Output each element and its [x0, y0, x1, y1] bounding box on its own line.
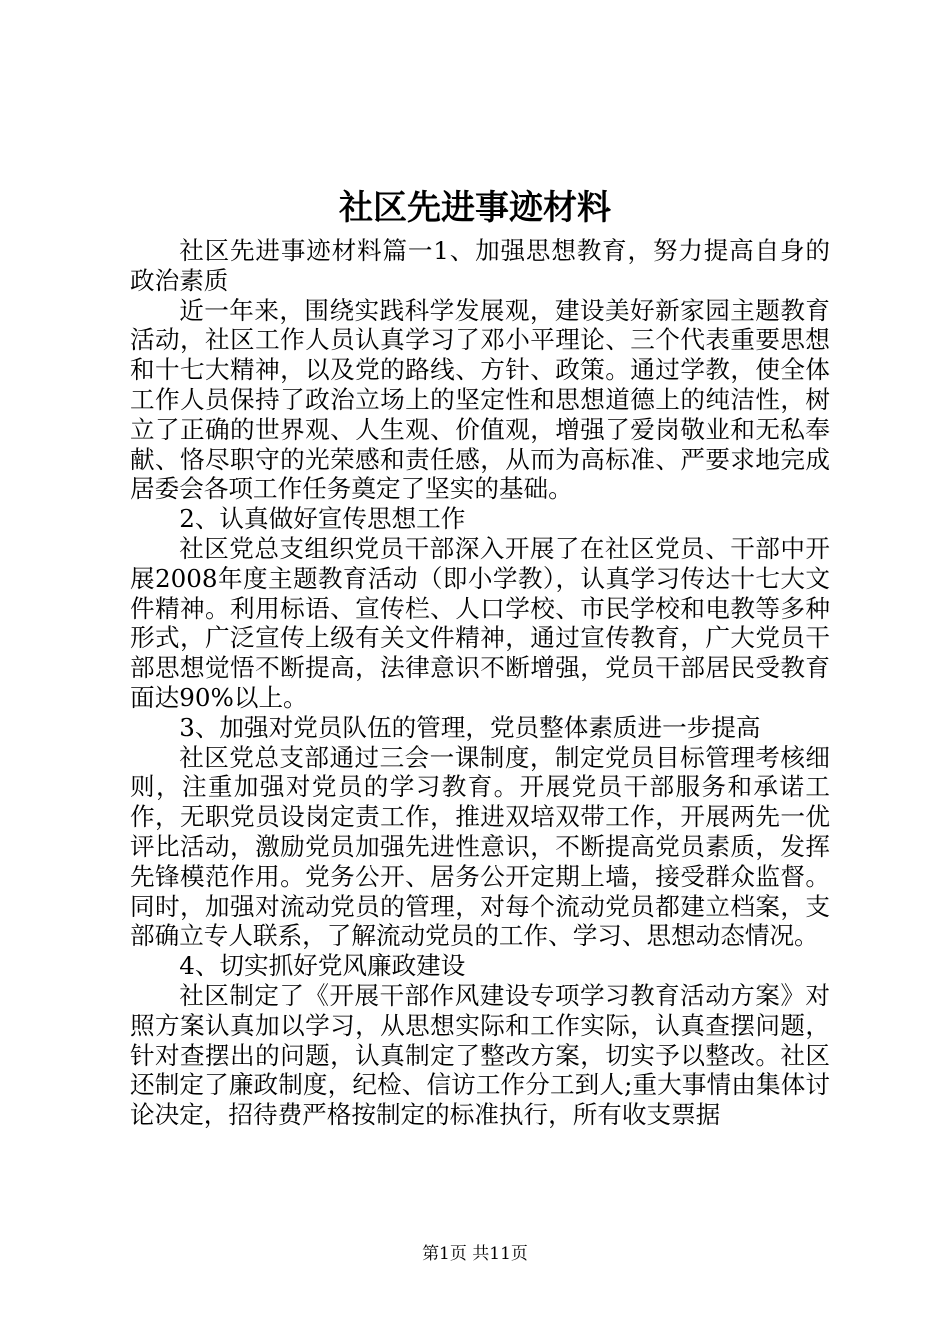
paragraph-body: 社区党总支组织党员干部深入开展了在社区党员、干部中开展2008年度主题教育活动（即小学教），认真学习传达十七大文件精神。利用标语、宣传栏、人口学校、市民学校和电教等多种形式，广泛宣传上级有关文件精神，通过宣传教育，广大党员干部思想觉悟不断提高，法律意识不断增强，党员干部居民受教育面达90%以上。 [130, 533, 830, 712]
paragraph-body: 社区党总支部通过三会一课制度，制定党员目标管理考核细则，注重加强对党员的学习教育。开展党员干部服务和承诺工作，无职党员设岗定责工作，推进双培双带工作，开展两先一优评比活动，激励党员加强先进性意识，不断提高党员素质，发挥先锋模范作用。党务公开、居务公开定期上墙，接受群众监督。同时，加强对流动党员的管理，对每个流动党员都建立档案，支部确立专人联系，了解流动党员的工作、学习、思想动态情况。 [130, 742, 830, 951]
section-heading: 2、认真做好宣传思想工作 [179, 504, 466, 534]
document-title: 社区先进事迹材料 [339, 188, 611, 228]
section-heading: 4、切实抓好党风廉政建设 [179, 951, 466, 981]
paragraph-body: 近一年来，围绕实践科学发展观，建设美好新家园主题教育活动，社区工作人员认真学习了邓小平理论、三个代表重要思想和十七大精神，以及党的路线、方针、政策。通过学教，使全体工作人员保持了政治立场上的坚定性和思想道德上的纯洁性，树立了正确的世界观、人生观、价值观，增强了爱岗敬业和无私奉献、恪尽职守的光荣感和责任感，从而为高标准、严要求地完成居委会各项工作任务奠定了坚实的基础。 [130, 295, 830, 504]
page-number-footer: 第1页 共11页 [422, 1244, 528, 1264]
paragraph-intro: 社区先进事迹材料篇一1、加强思想教育，努力提高自身的政治素质 [130, 236, 830, 295]
section-heading: 3、加强对党员队伍的管理，党员整体素质进一步提高 [179, 712, 761, 742]
document-body [130, 236, 830, 1130]
paragraph-body: 社区制定了《开展干部作风建设专项学习教育活动方案》对照方案认真加以学习，从思想实际和工作实际，认真查摆问题，针对查摆出的问题，认真制定了整改方案，切实予以整改。社区还制定了廉政制度，纪检、信访工作分工到人;重大事情由集体讨论决定，招待费严格按制定的标准执行，所有收支票据 [130, 980, 830, 1130]
